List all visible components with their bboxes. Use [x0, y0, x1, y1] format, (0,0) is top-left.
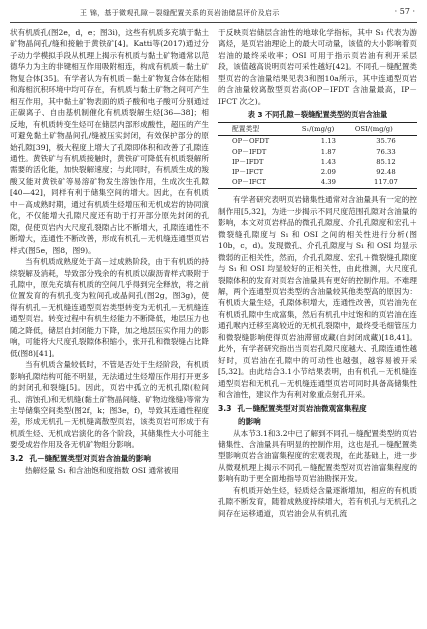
paragraph-s1-osi: 热解烃量 S₁ 和含油饱和度指数 OSI 通常被用	[25, 465, 179, 475]
table-cell: 76.33	[376, 147, 396, 156]
section-number: 3.2	[10, 453, 24, 463]
column-header: OSI/(mg/g)	[355, 123, 417, 136]
table-cell: OP－OFDT	[232, 137, 270, 146]
table-cell: 117.07	[355, 177, 417, 189]
column-header: S₁/(mg/g)	[302, 123, 355, 136]
table-cell: IP－IFCT	[232, 167, 264, 176]
column-header: 配置类型	[218, 123, 302, 136]
table-cell: 2.09	[320, 167, 336, 176]
running-title: 王 锦，基于微观孔隙－裂缝配置关系的页岩油储层评价及启示	[80, 9, 280, 17]
table-row	[218, 167, 417, 177]
table-cell: 1.87	[320, 147, 336, 156]
table-cell: 1.13	[320, 137, 336, 146]
section-number: 3.3	[218, 403, 232, 413]
paragraph-high-maturity: 当有机质成熟度处于高－过成熟阶段，由于有机质的持续裂解及消耗，导致部分残余的有机质以碳沥青样式吸附于孔隙中，原先充填有机质的空间几乎得到完全释放，将之前位置发育的有机孔变为粒间孔或晶间孔(图2g，图3g)，使得有机孔－无机缝连通型页岩类型转变为无机孔－无机缝连通型页岩。转变过程中有机生烃能力不断降低，地层压力也随之降低，储层自封闭能力下降，加之地层压实作用力的影响，可能将大尺度孔裂隙体积缩小，张开孔和微裂缝占比降低(图8)[41]。	[10, 257, 209, 358]
table-cell: 35.76	[376, 137, 396, 146]
left-column	[10, 27, 209, 476]
paragraph-organic-clay: 状有机质孔(图2e，d，e；图3i)，这些有机质多充填于黏土矿物晶间孔/缝和接触于黄铁矿[4]。Katti等(2017)通过分子动力学模拟手段从机理上揭示有机质与黏土矿物通常以范德华力为主的非键相互作用吸附相连，构成有机质－黏土矿物复合体[35]。有学者认为有机质－黏土矿物复合体在陆相和海相沉积环境中均可存在，有机质与黏土矿物之间可产生相互作用，其中黏土矿物表面的质子酸和电子酸可分别通过正碳离子、自由基机制催化有机质裂解生烃[36—38]；相反地，有机质转变生烃可在储层内部形成酸性，超压的产生可避免黏土矿物晶间孔/缝被压实封闭，有效保护部分的原始孔隙[39]，极大程度上增大了孔隙即体积和改善了孔隙连通性。黄铁矿与有机质接触时，黄铁矿可降低有机质裂解所需要的活化能，加快裂解速度；与此同时，有机质生成的羧酸又能对黄铁矿等易溶矿物发生溶蚀作用，生成次生孔隙[40—42]，同样有利于储集空间的增大。因此，在有机质中－高成熟时期，通过有机质生烃增压和无机成岩的协同演化，不仅能增大孔隙尺度还有助于打开部分原先封闭的孔隙，促使页岩内大尺度孔裂隙占比不断增大，孔隙连通性不断增大，连通性不断改善，形成有机孔－无机缝连通型页岩样式(图5e，图8，图9)。	[10, 28, 209, 255]
oil-content-table	[218, 122, 417, 189]
paragraph-porosity-correlation: 有学者研究表明页岩储集性通常对含油量具有一定的控制作用[5,32]，为进一步揭示不同尺度范围孔隙对含油量的影响，本文对页岩样品的微孔孔隙度、介孔孔隙度和宏孔＋微裂缝孔隙度与 S₁ 和 OSI 之间的相关性进行分析(图10b，c，d)。发现微孔、介孔孔隙度与 S₁ 和 OSI 均显示微弱的正相关性，然而，介孔孔隙度、宏孔＋微裂缝孔隙度与 S₁ 和 OSI 均显较好的正相关性，由此推测，大尺度孔裂隙体积的发育对页岩含油量具有更好的控制作用。不难理解，两个连通型页岩类型的含油量较其他类型高的原因为：有机质大量生烃，孔隙体积增大，连通性改善，页岩油先在有机质孔隙中生成富集，然后有机孔中过饱和的页岩油在连通孔喉内迁移至离较近的无机孔裂隙中，最终受毛细管压力和微裂缝影响使得页岩油滞留成藏(自封闭成藏)[18,41]。此外，有学者研究指出当页岩孔隙尺度越大、孔隙连通性越好时，页岩油在孔隙中的可动性也越强，越容易被开采[5,32]。由此结合3.1小节结果表明，由有机孔－无机缝连通型页岩和无机孔－无机缝连通型页岩可同时具备高储集性和含油性，建议作为有利对象重点射孔开采。	[218, 195, 417, 400]
table-row	[218, 136, 417, 147]
table-row	[218, 157, 417, 167]
table-cell: OP－IFCT	[218, 177, 302, 189]
paragraph-enrichment-intro: 从本节3.1和3.2中已了解到不同孔－缝配置类型的页岩储集性、含油量具有明显的控制作用，这也是孔－缝配置类型影响页岩含油富集程度的宏观表现，在此基础上，进一步从微观机理上揭示不同孔－缝配置类型对页岩油富集程度的影响有助于更全面地指导页岩油勘探开发。	[218, 428, 417, 484]
section-title: 孔－缝配置类型对页岩油微观富集程度	[237, 403, 367, 413]
table-cell: IP－IFDT	[232, 157, 264, 166]
section-heading-3-3	[218, 403, 417, 414]
table-cell: 92.48	[376, 167, 396, 176]
table-title: 表 3 不同孔隙－裂缝配置类型的页岩含油量	[247, 110, 388, 120]
table-cell: 1.43	[320, 157, 336, 166]
paragraph-low-toc: 当有机质含量较低时，不管是否处于生烃阶段，有机质影响孔隙结构可能不明显，无法通过生烃增压作用打开更多的封闭孔和裂缝[5]。因此，页岩中孤立的无机孔隙(粒间孔、溶蚀孔)和无机缝(黏土矿物晶间缝、矿物边缘缝)等常为主导储集空间类型(图2f，k；图3e，f)，导致其连通性程度差，形成无机孔－无机缝离散型页岩，该类页岩可形成于有机质生烃、无机成岩演化的各个阶段，其储集性大小可能主要受成岩作用及各无机矿物组分影响。	[10, 360, 209, 450]
table-header-row	[218, 123, 417, 136]
right-column	[218, 27, 417, 519]
table-row	[218, 147, 417, 157]
page-number: · 57 ·	[394, 7, 415, 16]
paragraph-hydrocarbon-generation: 有机质开始生烃，轻质烃含量逐渐增加，相应的有机质孔隙不断发育，随着成熟度持续增大，若有机孔与无机孔之间存在运移通道，页岩油会从有机孔流	[218, 485, 417, 518]
page-header	[10, 6, 417, 23]
section-heading-3-2	[10, 453, 209, 464]
section-heading-3-3-continued: 的影响	[238, 416, 261, 426]
table-cell: OP－IFDT	[232, 147, 267, 156]
table-row	[218, 177, 417, 189]
section-title: 孔－缝配置类型对页岩含油量的影响	[29, 453, 151, 463]
table-cell: 85.12	[376, 157, 396, 166]
table-cell: 4.39	[302, 177, 355, 189]
paragraph-s1-osi-continued: 于反映页岩储层含油性的地球化学指标，其中 S₁ 代表为游离烃，是页岩油理论上的最大可动量，该值的大小影响着页岩油的最终采收率；OSI 可用于指示页岩油有利开采层段，该值越高说明页岩可采性越好[42]。不同孔－缝配置类型页岩的含油量结果见表3和图10a所示，其中连通型页岩的含油量较离散型页岩高(OP－IFDT 含油量最高，IP－IFCT 次之)。	[218, 28, 417, 106]
